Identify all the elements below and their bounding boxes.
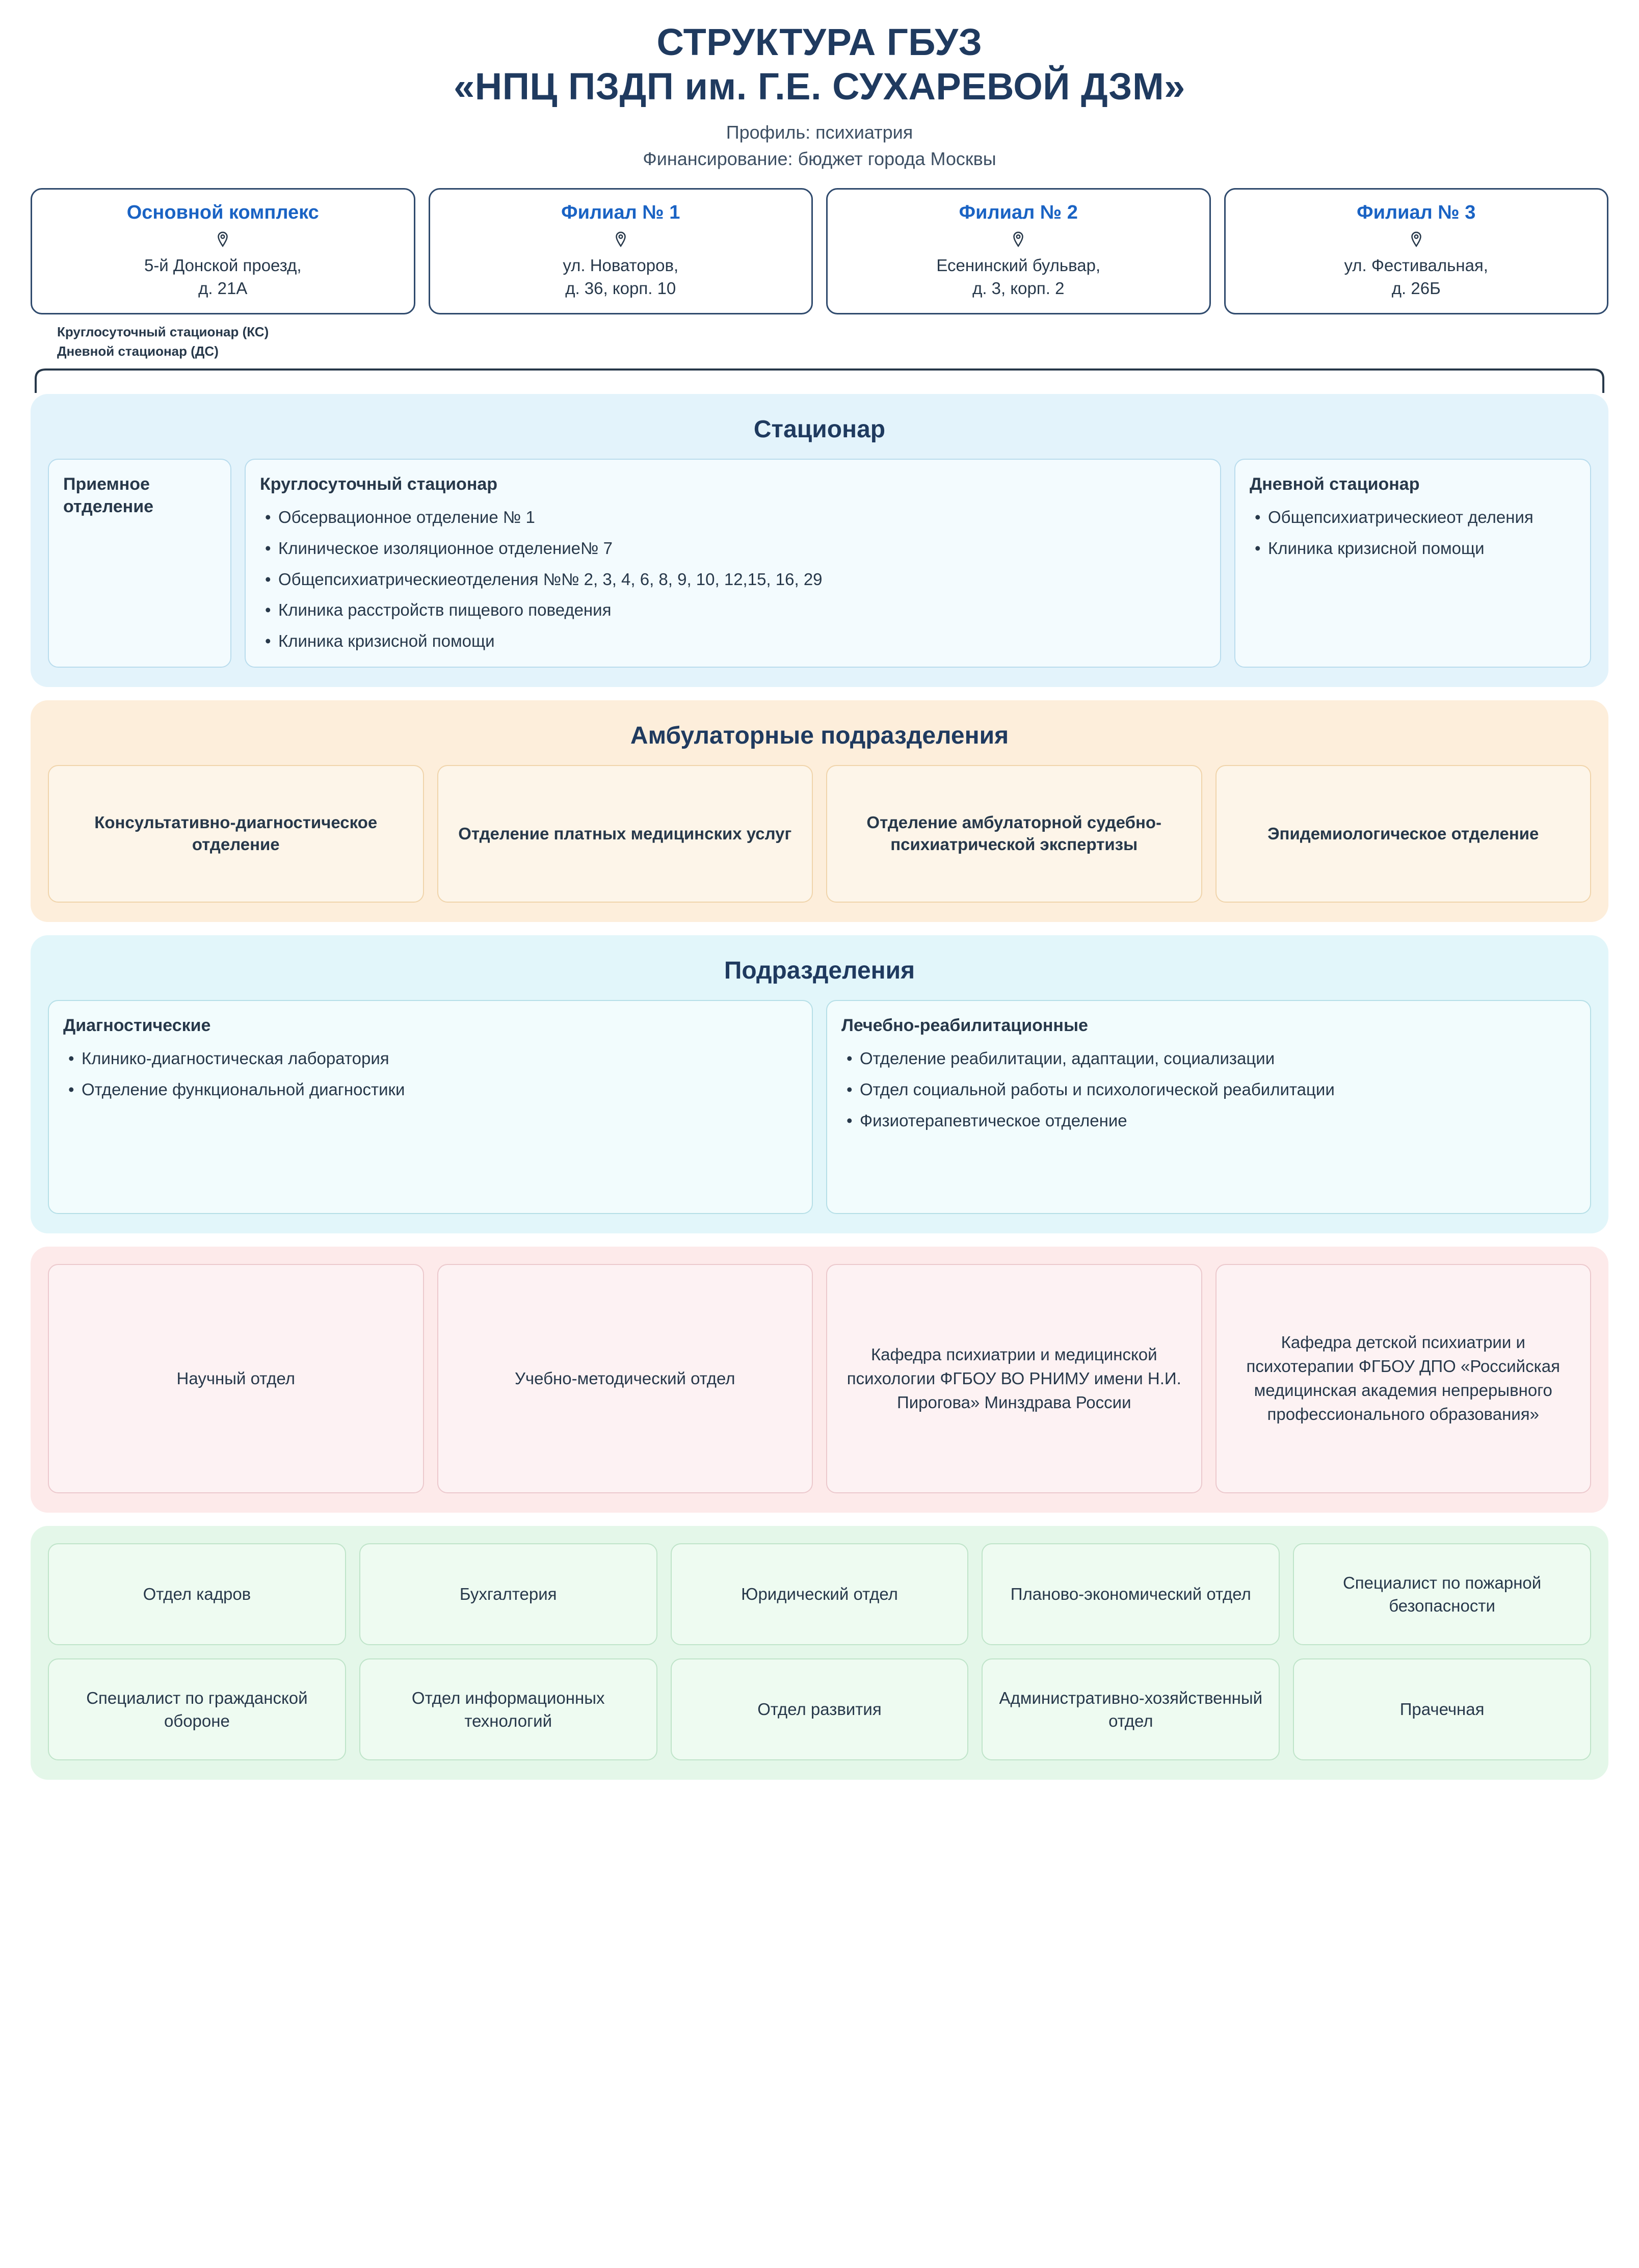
card-priemnoe-otdelenie[interactable] [48,459,231,668]
card-title: Специалист по гражданской обороне [86,1688,308,1731]
card-diagnostic-units[interactable] [48,1000,813,1214]
location-address-line1: Есенинский бульвар, [936,256,1101,275]
card-legal-department[interactable] [671,1543,969,1645]
card-title: Юридический отдел [741,1585,898,1604]
location-address-line2: д. 26Б [1391,278,1441,298]
location-name: Основной комплекс [126,202,319,224]
card-hr-department[interactable] [48,1543,346,1645]
section-stationar [31,394,1608,687]
card-title: Эпидемиологическое отделение [1267,824,1539,843]
location-address-line1: ул. Фестивальная, [1344,256,1488,275]
list-item: • Клиника кризисной помощи [260,629,1206,653]
location-address-line2: д. 3, корп. 2 [972,278,1065,298]
map-pin-icon [214,231,231,248]
section-ambulatory [31,700,1608,922]
location-address [41,254,405,300]
card-development-department[interactable] [671,1658,969,1760]
list-item: • Отделение функциональной диагностики [63,1078,798,1102]
card-laundry[interactable] [1293,1658,1591,1760]
location-address-line2: д. 21А [198,278,248,298]
card-paid-services[interactable] [437,765,813,903]
connector-bracket [31,363,1608,394]
location-name: Филиал № 3 [1357,202,1476,224]
list-item: • Физиотерапевтическое отделение [841,1109,1576,1133]
card-title: Отдел кадров [143,1585,251,1604]
location-address-line2: д. 36, корп. 10 [565,278,676,298]
map-pin-icon [1010,231,1027,248]
card-day-hospital[interactable] [1234,459,1591,668]
location-address-line1: 5-й Донской проезд, [144,256,302,275]
card-title: Диагностические [63,1016,211,1036]
location-note-line2: Дневной стационар (ДС) [57,343,219,359]
science-cards-row [48,1264,1591,1493]
card-title: Прачечная [1399,1700,1485,1719]
card-consultative-diagnostic[interactable] [48,765,424,903]
card-title: Консультативно-диагностическое отделение [94,813,378,854]
list-item: • Общепсихиатрическиеот деления [1250,506,1576,530]
list-item: • Клиника расстройств пищевого поведения [260,598,1206,622]
map-pin-icon [1408,231,1425,248]
card-fire-safety-specialist[interactable] [1293,1543,1591,1645]
card-title: Лечебно-реабилитационные [841,1016,1088,1036]
card-title: Круглосуточный стационар [260,474,498,494]
profile-text: Профиль: психиатрия [726,122,913,143]
section-administrative [31,1526,1608,1780]
card-title: Специалист по пожарной безопасности [1342,1573,1542,1616]
card-title [63,473,153,518]
list-item: • Клинико-диагностическая лаборатория [63,1047,798,1071]
card-title: Кафедра психиатрии и медицинской психологии ФГБОУ ВО РНИМУ имени Н.И. Пирогова» Минздрава России [847,1344,1181,1412]
list-item: • Клиническое изоляционное отделение№ 7 [260,537,1206,561]
location-note [57,323,1608,361]
location-name: Филиал № 2 [959,202,1078,224]
location-card-branch-1[interactable] [429,188,813,314]
list-item: • Общепсихиатрическиеотделения №№ 2, 3, 4, 6, 8, 9, 10, 12,15, 16, 29 [260,568,1206,592]
card-scientific-department[interactable] [48,1264,424,1493]
card-title: Бухгалтерия [459,1585,557,1604]
card-title: Отделение платных медицинских услуг [458,824,792,843]
card-title-line1: Приемное [63,474,150,494]
card-title: Отдел информационных технологий [411,1688,605,1731]
card-title: Кафедра детской психиатрии и психотерапии ФГБОУ ДПО «Российская медицинская академия непрерывного профессионального образования» [1246,1333,1560,1423]
card-rehabilitation-units[interactable] [826,1000,1591,1214]
locations-row [31,188,1608,314]
location-note-line1: Круглосуточный стационар (КС) [57,324,269,340]
map-pin-icon [612,231,629,248]
location-card-main[interactable] [31,188,415,314]
page-header [31,20,1608,170]
section-science-education [31,1247,1608,1513]
card-round-the-clock[interactable] [245,459,1221,668]
stationar-cards-row [48,459,1591,668]
card-title: Научный отдел [176,1368,295,1388]
location-address-line1: ул. Новаторов, [563,256,679,275]
section-title-ambulatory: Амбулаторные подразделения [630,722,1009,750]
card-title-line2: отделение [63,496,154,516]
administrative-grid [48,1543,1591,1760]
card-title: Дневной стационар [1250,474,1420,494]
card-planning-economic-department[interactable] [982,1543,1280,1645]
card-chair-child-psychiatry-rmanpo[interactable] [1215,1264,1592,1493]
financing-text: Финансирование: бюджет города Москвы [643,148,996,170]
card-accounting[interactable] [359,1543,657,1645]
section-podrazdeleniya [31,935,1608,1233]
day-hospital-list [1250,506,1576,561]
page-title-line2: «НПЦ ПЗДП им. Г.Е. СУХАРЕВОЙ ДЗМ» [454,65,1185,108]
page-title [31,20,1608,109]
location-name: Филиал № 1 [561,202,680,224]
list-item: • Отдел социальной работы и психологической реабилитации [841,1078,1576,1102]
card-administrative-economic-department[interactable] [982,1658,1280,1760]
location-card-branch-2[interactable] [826,188,1211,314]
card-title: Административно-хозяйственный отдел [999,1688,1263,1731]
section-title-stationar: Стационар [753,415,886,443]
location-address [1235,254,1598,300]
card-title: Отдел развития [757,1700,882,1719]
ambulatory-cards-row [48,765,1591,903]
location-address [439,254,803,300]
podrazdeleniya-cards-row [48,1000,1591,1214]
section-title-podrazdeleniya: Подразделения [724,957,915,985]
card-it-department[interactable] [359,1658,657,1760]
card-title: Учебно-методический отдел [514,1368,735,1388]
card-educational-methodical-department[interactable] [437,1264,813,1493]
location-card-branch-3[interactable] [1224,188,1609,314]
card-civil-defense-specialist[interactable] [48,1658,346,1760]
card-chair-psychiatry-pirogov[interactable] [826,1264,1202,1493]
list-item: • Клиника кризисной помощи [1250,537,1576,561]
card-title: Планово-экономический отдел [1010,1585,1251,1604]
list-item: • Обсервационное отделение № 1 [260,506,1206,530]
card-epidemiological[interactable] [1215,765,1592,903]
rehab-list [841,1047,1576,1133]
round-the-clock-list [260,506,1206,653]
page-title-line1: СТРУКТУРА ГБУЗ [656,21,983,63]
location-address [837,254,1200,300]
diagnostic-list [63,1047,798,1102]
list-item: • Отделение реабилитации, адаптации, социализации [841,1047,1576,1071]
card-title: Отделение амбулаторной судебно-психиатрической экспертизы [866,813,1162,854]
card-forensic-expertise[interactable] [826,765,1202,903]
